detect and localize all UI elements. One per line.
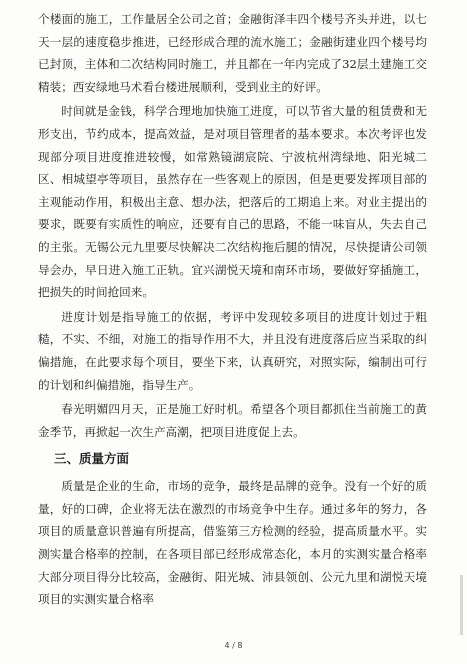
paragraph-quality: 质量是企业的生命，市场的竞争，最终是品牌的竞争。没有一个好的质量，好的口碑，企业将无法在激烈的市场竞争中生存。通过多年的努力，各项目的质量意识普遍有所提高，借鉴第三方检测的经验，提高质量水平。实测实量合格率的控制，在各项目部已经形成常态化，本月的实测实量合格率大部分项目得分比较高，金融街、阳光城、沛县领创、公元九里和湖悦天境项目的实测实量合格率 <box>38 479 427 607</box>
scan-edge-mark <box>460 575 463 635</box>
paragraph-progress-status: 个楼面的施工，工作量居全公司之首；金融街泽丰四个楼号齐头并进，以七天一层的速度稳步推进，已经形成合理的流水施工；金融街建业四个楼号均已封顶，主体和二次结构同时施工，并且都在一年内完成了32层土建施工交精装；西安绿地马术看台楼进展顺利，受到业主的好评。 <box>38 12 427 94</box>
paragraph-schedule-management: 时间就是金钱，科学合理地加快施工进度，可以节省大量的租赁费和无形支出，节约成本，提高效益，是对项目管理者的基本要求。本次考评也发现部分项目进度推进较慢，如常熟镜湖宸院、宁波杭州湾绿地、阳光城二区、相城望亭等项目，虽然存在一些客观上的原因，但是更要发挥项目部的主观能动作用，积极出主意、想办法，把落后的工期追上来。对业主提出的要求，既要有实质性的响应，还要有自己的思路，不能一味盲从，失去自己的主张。无锡公元九里要尽快解决二次结构拖后腿的情况，尽快提请公司领导会办，早日进入施工正轨。宜兴湖悦天境和南环市场，要做好穿插施工，把损失的时间抢回来。 <box>38 104 427 300</box>
paragraph-april-outlook: 春光明媚四月天，正是施工好时机。希望各个项目都抓住当前施工的黄金季节，再掀起一次生产高潮，把项目进度促上去。 <box>38 402 427 439</box>
paragraph-progress-plan: 进度计划是指导施工的依据，考评中发现较多项目的进度计划过于粗糙，不实、不细，对施工的指导作用不大，并且没有进度落后应当采取的纠偏措施，在此要求每个项目，要坐下来，认真研究，对照实际，编制出可行的计划和纠偏措施，指导生产。 <box>38 309 427 392</box>
page-number: 4 / 8 <box>224 641 243 650</box>
section-heading-quality: 三、质量方面 <box>54 451 130 467</box>
